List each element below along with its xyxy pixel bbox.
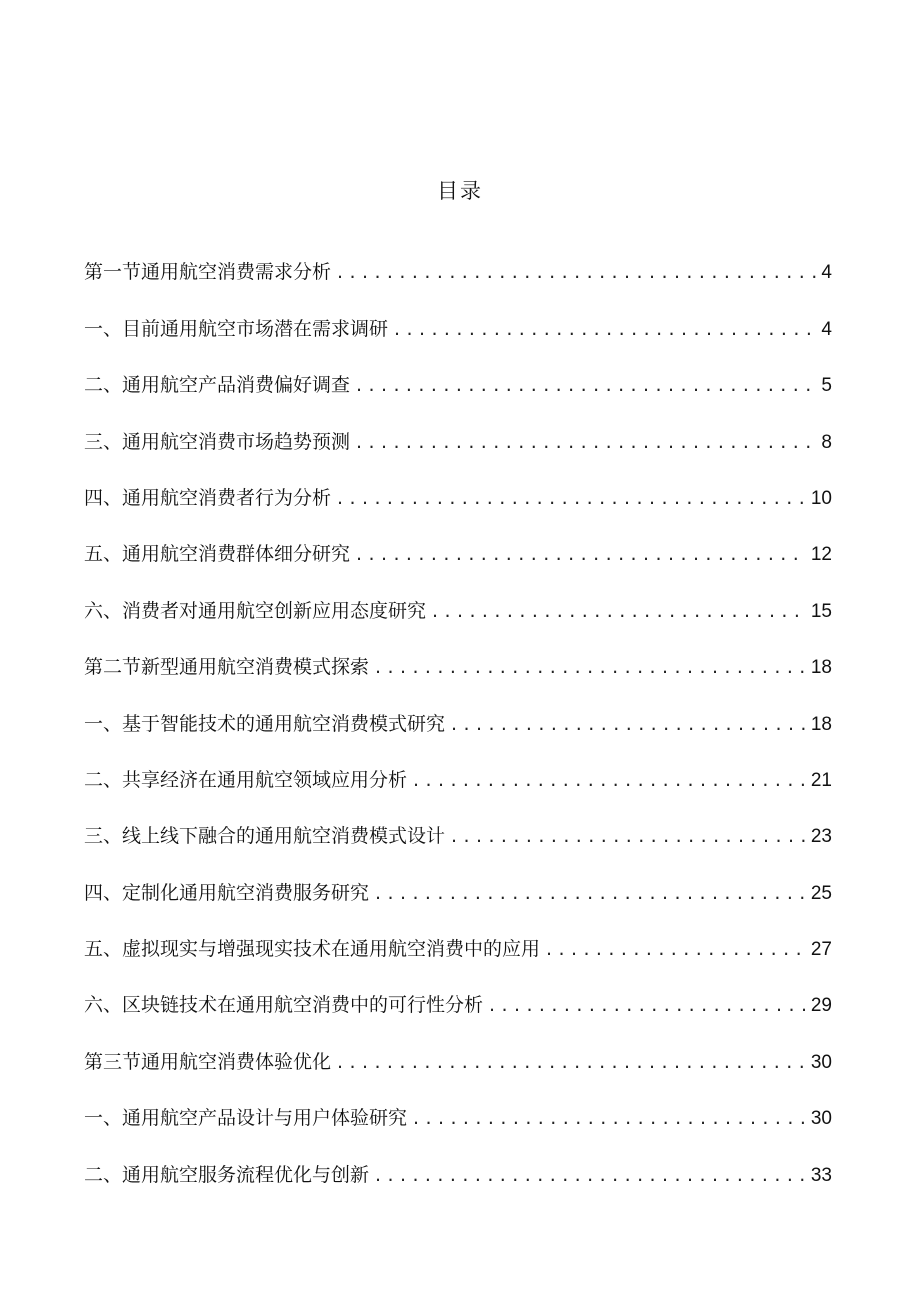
toc-entry-text: 一、基于智能技术的通用航空消费模式研究 — [84, 712, 446, 735]
toc-entry-text: 三、通用航空消费市场趋势预测 — [84, 430, 351, 453]
toc-entry-page: 25 — [810, 882, 832, 904]
toc-entry-text: 六、消费者对通用航空创新应用态度研究 — [84, 599, 427, 622]
toc-entry[interactable] — [84, 907, 832, 963]
toc-entry-text: 六、区块链技术在通用航空消费中的可行性分析 — [84, 994, 484, 1017]
toc-entry-page: 27 — [810, 939, 832, 961]
toc-entry[interactable] — [84, 738, 832, 794]
toc-entry-page: 4 — [821, 318, 832, 340]
toc-leader-dots — [432, 597, 807, 625]
toc-list — [84, 230, 832, 1189]
toc-entry[interactable] — [84, 625, 832, 681]
toc-leader-dots — [375, 653, 807, 681]
toc-entry[interactable] — [84, 794, 832, 850]
toc-entry-text: 第三节通用航空消费体验优化 — [84, 1050, 332, 1073]
toc-entry-page: 30 — [810, 1051, 832, 1073]
toc-entry[interactable] — [84, 850, 832, 906]
toc-entry-page: 18 — [810, 657, 832, 679]
toc-entry-page: 12 — [810, 544, 832, 566]
toc-entry-page: 5 — [821, 375, 832, 397]
toc-leader-dots — [375, 879, 807, 907]
toc-entry-text: 五、虚拟现实与增强现实技术在通用航空消费中的应用 — [84, 938, 541, 961]
toc-entry[interactable] — [84, 512, 832, 568]
toc-entry[interactable] — [84, 1076, 832, 1132]
toc-entry[interactable] — [84, 286, 832, 342]
toc-entry[interactable] — [84, 681, 832, 737]
toc-leader-dots — [546, 935, 807, 963]
toc-entry-page: 30 — [810, 1108, 832, 1130]
toc-entry-text: 一、通用航空产品设计与用户体验研究 — [84, 1107, 408, 1130]
toc-entry[interactable] — [84, 1019, 832, 1075]
toc-entry-text: 三、线上线下融合的通用航空消费模式设计 — [84, 825, 446, 848]
toc-entry-text: 四、定制化通用航空消费服务研究 — [84, 881, 370, 904]
toc-leader-dots — [394, 315, 817, 343]
toc-entry[interactable] — [84, 963, 832, 1019]
toc-entry-page: 10 — [810, 487, 832, 509]
toc-entry-page: 4 — [821, 262, 832, 284]
toc-leader-dots — [451, 822, 807, 850]
toc-entry-text: 第二节新型通用航空消费模式探索 — [84, 656, 370, 679]
toc-entry-text: 第一节通用航空消费需求分析 — [84, 261, 332, 284]
toc-entry[interactable] — [84, 343, 832, 399]
toc-leader-dots — [337, 258, 817, 286]
toc-entry[interactable] — [84, 1132, 832, 1188]
toc-entry[interactable] — [84, 456, 832, 512]
toc-leader-dots — [337, 484, 807, 512]
toc-entry-text: 二、通用航空产品消费偏好调查 — [84, 374, 351, 397]
toc-entry-page: 21 — [810, 769, 832, 791]
toc-entry-page: 8 — [821, 431, 832, 453]
toc-entry-text: 一、目前通用航空市场潜在需求调研 — [84, 317, 389, 340]
toc-leader-dots — [356, 540, 807, 568]
toc-leader-dots — [413, 1104, 807, 1132]
toc-entry-text: 五、通用航空消费群体细分研究 — [84, 543, 351, 566]
toc-entry-text: 四、通用航空消费者行为分析 — [84, 486, 332, 509]
toc-leader-dots — [356, 371, 817, 399]
toc-entry-page: 33 — [810, 1164, 832, 1186]
toc-entry-page: 18 — [810, 713, 832, 735]
toc-leader-dots — [413, 766, 807, 794]
toc-leader-dots — [356, 428, 817, 456]
toc-leader-dots — [451, 710, 807, 738]
toc-entry[interactable] — [84, 568, 832, 624]
toc-entry-text: 二、通用航空服务流程优化与创新 — [84, 1163, 370, 1186]
toc-title: 目录 — [437, 179, 483, 203]
toc-entry-text: 二、共享经济在通用航空领域应用分析 — [84, 768, 408, 791]
toc-entry-page: 29 — [810, 995, 832, 1017]
toc-leader-dots — [489, 991, 807, 1019]
toc-entry[interactable] — [84, 230, 832, 286]
toc-entry-page: 15 — [810, 600, 832, 622]
toc-entry[interactable] — [84, 399, 832, 455]
toc-entry-page: 23 — [810, 826, 832, 848]
toc-leader-dots — [337, 1048, 807, 1076]
toc-leader-dots — [375, 1161, 807, 1189]
